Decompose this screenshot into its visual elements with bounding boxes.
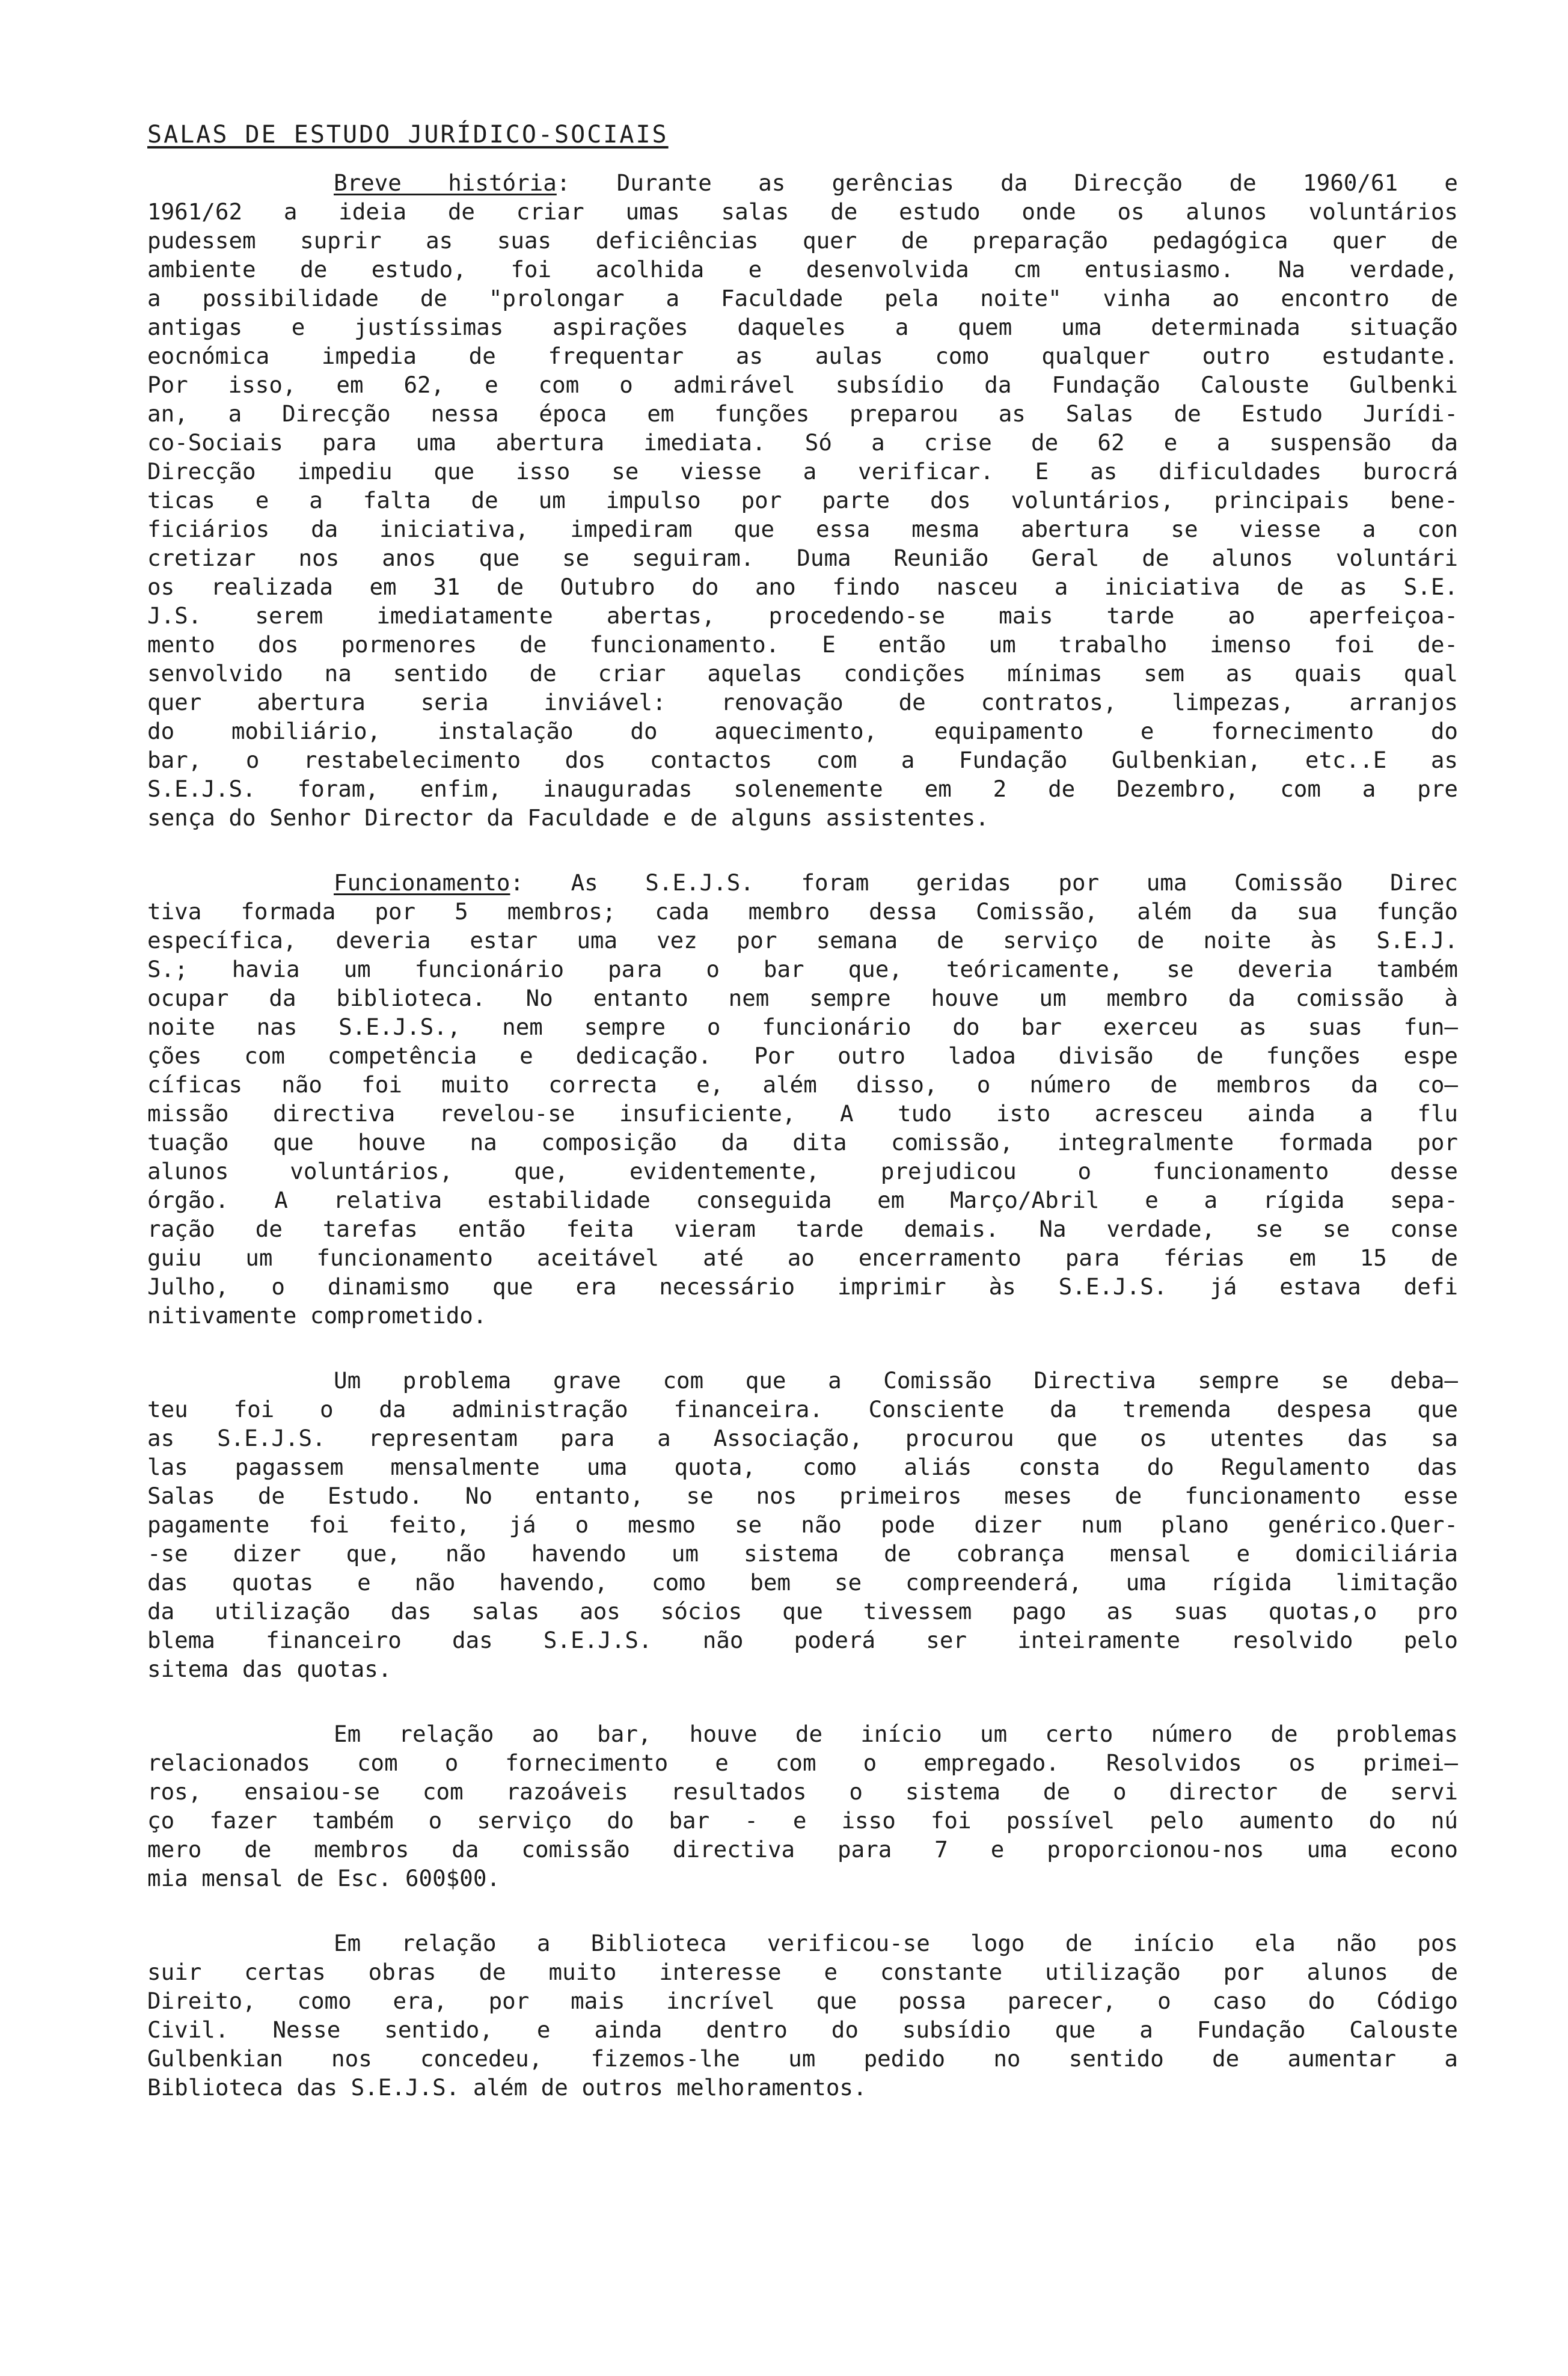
text-line: ocupar da biblioteca. No entanto nem sempre houve um membro da comissão à <box>147 985 1458 1011</box>
text-line: alunos voluntários, que, evidentemente, prejudicou o funcionamento desse <box>147 1158 1458 1184</box>
text-line: Direcção impediu que isso se viesse a verificar. E as dificuldades burocrá <box>147 458 1458 485</box>
paragraph-biblioteca <box>147 1929 1458 2102</box>
text-line: órgão. A relativa estabilidade conseguida em Março/Abril e a rígida sepa- <box>147 1187 1458 1213</box>
text-line: ambiente de estudo, foi acolhida e desenvolvida cm entusiasmo. Na verdade, <box>147 256 1458 283</box>
text-line: missão directiva revelou-se insuficiente, A tudo isto acresceu ainda a flu <box>147 1100 1458 1127</box>
text-line: as S.E.J.S. representam para a Associação, procurou que os utentes das sa <box>147 1425 1458 1451</box>
text-line: J.S. serem imediatamente abertas, procedendo-se mais tarde ao aperfeiçoa- <box>147 602 1458 629</box>
text-line: teu foi o da administração financeira. Consciente da tremenda despesa que <box>147 1396 1458 1422</box>
paragraph-funcionamento <box>147 868 1458 1330</box>
section-heading: Breve história <box>334 170 557 196</box>
text-line: cíficas não foi muito correcta e, além disso, o número de membros da co— <box>147 1071 1458 1098</box>
text-line: suir certas obras de muito interesse e constante utilização por alunos de <box>147 1959 1458 1985</box>
paragraph-bar <box>147 1719 1458 1893</box>
text-line: las pagassem mensalmente uma quota, como aliás consta do Regulamento das <box>147 1454 1458 1480</box>
text-line: do mobiliário, instalação do aquecimento, equipamento e fornecimento do <box>147 718 1458 744</box>
text-line: eocnómica impedia de frequentar as aulas como qualquer outro estudante. <box>147 343 1458 369</box>
text-line: 1961/62 a ideia de criar umas salas de estudo onde os alunos voluntários <box>147 198 1458 225</box>
text-line: Direito, como era, por mais incrível que possa parecer, o caso do Código <box>147 1988 1458 2014</box>
text-line: da utilização das salas aos sócios que tivessem pago as suas quotas,o pro <box>147 1598 1458 1624</box>
text-line: Biblioteca das S.E.J.S. além de outros melhoramentos. <box>147 2074 867 2101</box>
text-line: Breve história: Durante as gerências da Direcção de 1960/61 e <box>334 170 1458 196</box>
text-line: sitema das quotas. <box>147 1656 392 1682</box>
text-line: cretizar nos anos que se seguiram. Duma Reunião Geral de alunos voluntári <box>147 545 1458 571</box>
text-line: blema financeiro das S.E.J.S. não poderá ser inteiramente resolvido pelo <box>147 1627 1458 1653</box>
text-line: tiva formada por 5 membros; cada membro dessa Comissão, além da sua função <box>147 898 1458 925</box>
text-line: mero de membros da comissão directiva para 7 e proporcionou-nos uma econo <box>147 1836 1458 1863</box>
text-line: antigas e justíssimas aspirações daqueles a quem uma determinada situação <box>147 314 1458 340</box>
text-line: Funcionamento: As S.E.J.S. foram geridas por uma Comissão Direc <box>334 869 1458 896</box>
text-line: Julho, o dinamismo que era necessário imprimir às S.E.J.S. já estava defi <box>147 1273 1458 1300</box>
text-line: ração de tarefas então feita vieram tarde demais. Na verdade, se se conse <box>147 1216 1458 1242</box>
text-line: S.; havia um funcionário para o bar que, teóricamente, se deveria também <box>147 956 1458 982</box>
section-heading: Funcionamento <box>334 869 510 896</box>
text-line: mento dos pormenores de funcionamento. E então um trabalho imenso foi de- <box>147 631 1458 658</box>
text-line: relacionados com o fornecimento e com o empregado. Resolvidos os primei— <box>147 1750 1458 1776</box>
text-line: noite nas S.E.J.S., nem sempre o funcionário do bar exerceu as suas fun— <box>147 1014 1458 1040</box>
text-line: guiu um funcionamento aceitável até ao encerramento para férias em 15 de <box>147 1245 1458 1271</box>
text-line: ros, ensaiou-se com razoáveis resultados o sistema de o director de servi <box>147 1778 1458 1805</box>
text-line: senvolvido na sentido de criar aquelas condições mínimas sem as quais qual <box>147 660 1458 687</box>
text-line: an, a Direcção nessa época em funções preparou as Salas de Estudo Jurídi- <box>147 400 1458 427</box>
text-line: tuação que houve na composição da dita comissão, integralmente formada por <box>147 1129 1458 1156</box>
text-line: S.E.J.S. foram, enfim, inauguradas solenemente em 2 de Dezembro, com a pre <box>147 776 1458 802</box>
text-line: ço fazer também o serviço do bar - e isso foi possível pelo aumento do nú <box>147 1807 1458 1834</box>
text-line: ficiários da iniciativa, impediram que essa mesma abertura se viesse a con <box>147 516 1458 542</box>
text-line: pudessem suprir as suas deficiências quer de preparação pedagógica quer de <box>147 227 1458 254</box>
paragraph-breve-historia <box>147 168 1458 832</box>
text-line: Por isso, em 62, e com o admirável subsídio da Fundação Calouste Gulbenki <box>147 372 1458 398</box>
text-line: ções com competência e dedicação. Por outro ladoa divisão de funções espe <box>147 1043 1458 1069</box>
text-line: específica, deveria estar uma vez por semana de serviço de noite às S.E.J. <box>147 927 1458 954</box>
text-line: bar, o restabelecimento dos contactos com a Fundação Gulbenkian, etc..E as <box>147 747 1458 773</box>
text-line: das quotas e não havendo, como bem se compreenderá, uma rígida limitação <box>147 1569 1458 1596</box>
text-line: Um problema grave com que a Comissão Directiva sempre se deba— <box>334 1367 1458 1394</box>
text-line: a possibilidade de "prolongar a Faculdade pela noite" vinha ao encontro de <box>147 285 1458 311</box>
text-line: Em relação a Biblioteca verificou-se logo de início ela não pos <box>334 1930 1458 1956</box>
text-line: -se dizer que, não havendo um sistema de cobrança mensal e domiciliária <box>147 1540 1458 1567</box>
text-line: Salas de Estudo. No entanto, se nos primeiros meses de funcionamento esse <box>147 1483 1458 1509</box>
document-title: SALAS DE ESTUDO JURÍDICO-SOCIAIS <box>147 121 669 148</box>
text-line: Gulbenkian nos concedeu, fizemos-lhe um pedido no sentido de aumentar a <box>147 2045 1458 2072</box>
text-line: mia mensal de Esc. 600$00. <box>147 1865 500 1891</box>
text-line: sença do Senhor Director da Faculdade e de alguns assistentes. <box>147 804 989 831</box>
text-line: os realizada em 31 de Outubro do ano findo nasceu a iniciativa de as S.E. <box>147 574 1458 600</box>
document-page <box>147 120 1458 2138</box>
text-line: Em relação ao bar, houve de início um certo número de problemas <box>334 1721 1458 1747</box>
paragraph-problema-financeiro <box>147 1366 1458 1683</box>
text-line: Civil. Nesse sentido, e ainda dentro do subsídio que a Fundação Calouste <box>147 2016 1458 2043</box>
text-line: co-Sociais para uma abertura imediata. Só a crise de 62 e a suspensão da <box>147 429 1458 456</box>
text-line: ticas e a falta de um impulso por parte dos voluntários, principais bene- <box>147 487 1458 513</box>
text-line: pagamente foi feito, já o mesmo se não pode dizer num plano genérico.Quer- <box>147 1511 1458 1538</box>
text-line: quer abertura seria inviável: renovação de contratos, limpezas, arranjos <box>147 689 1458 715</box>
text-line: nitivamente comprometido. <box>147 1302 487 1329</box>
